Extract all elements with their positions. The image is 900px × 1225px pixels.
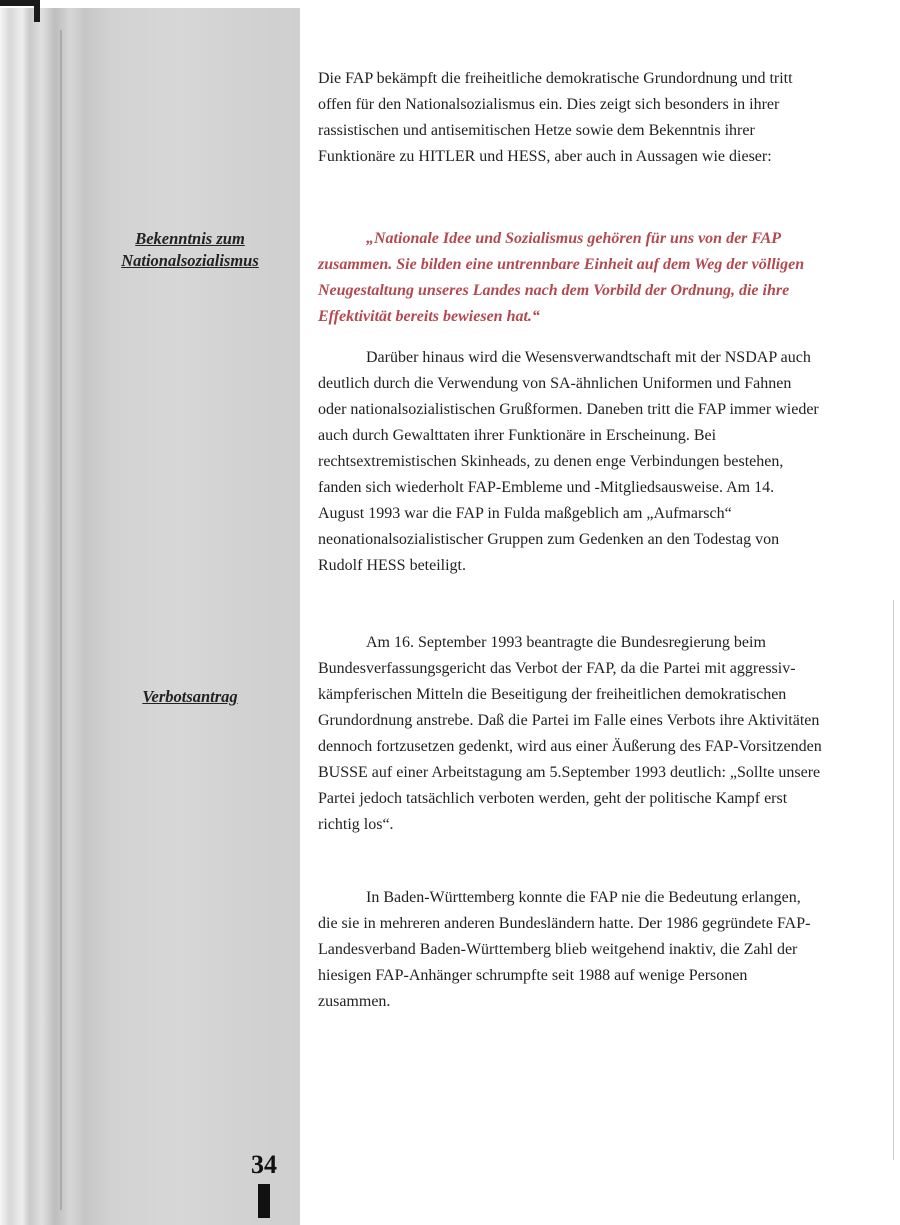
page-marker: [258, 1184, 270, 1218]
page-edge-line: [893, 600, 894, 1160]
paragraph-nsdap: Darüber hinaus wird die Wesensverwandtschaft mit der NSDAP auch deutlich durch die Verwendung von SA-ähnlichen Uniformen und Fahnen oder nationalsozialistischen Grußformen. Daneben tritt die FAP immer wieder auch durch Gewalttaten ihrer Funktionäre in Erscheinung. Bei rechtsextremistischen Skinheads, zu denen enge Verbindungen bestehen, fanden sich wiederholt FAP-Embleme und -Mitgliedsausweise. Am 14. August 1993 war die FAP in Fulda maßgeblich am „Aufmarsch“ neonationalsozialistischer Gruppen zum Gedenken an den Todestag von Rudolf HESS beteiligt.: [318, 349, 819, 574]
marginal-note-line: Nationalsozialismus: [121, 251, 259, 270]
page-number: 34: [251, 1150, 277, 1179]
paragraph-verbotsantrag: Am 16. September 1993 beantragte die Bundesregierung beim Bundesverfassungsgericht das Verbot der FAP, da die Partei mit aggressiv-kämpferischen Mitteln die Beseitigung der freiheitlichen demokratischen Grundordnung anstrebe. Daß die Partei im Falle eines Verbots ihre Aktivitäten dennoch fortzusetzen gedenkt, wird aus einer Äußerung des FAP-Vorsitzenden BUSSE auf einer Arbeitstagung am 5.September 1993 deutlich: „Sollte unsere Partei jedoch tatsächlich verboten werden, geht der politische Kampf erst richtig los“.: [318, 634, 822, 833]
marginal-note-line: Bekenntnis zum: [135, 229, 245, 248]
margin-column: [0, 8, 300, 1225]
binding-edge: [60, 30, 62, 1210]
corner-mark-vertical: [34, 0, 40, 22]
marginal-note-verbotsantrag: Verbotsantrag: [142, 687, 238, 706]
paragraph-baden-wuerttemberg: In Baden-Württemberg konnte die FAP nie die Bedeutung erlangen, die sie in mehreren anderen Bundesländern hatte. Der 1986 gegründete FAP-Landesverband Baden-Württemberg blieb weitgehend inaktiv, die Zahl der hiesigen FAP-Anhänger schrumpfte seit 1988 auf wenige Personen zusammen.: [318, 889, 811, 1010]
quote-block: „Nationale Idee und Sozialismus gehören für uns von der FAP zusammen. Sie bilden eine untrennbare Einheit auf dem Weg der völligen Neugestaltung unseres Landes nach dem Vorbild der Ordnung, die ihre Effektivität bereits bewiesen hat.“: [318, 230, 805, 325]
paragraph-intro: Die FAP bekämpft die freiheitliche demokratische Grundordnung und tritt offen für den Nationalsozialismus ein. Dies zeigt sich besonders in ihrer rassistischen und antisemitischen Hetze sowie dem Bekenntnis ihrer Funktionäre zu HITLER und HESS, aber auch in Aussagen wie dieser:: [318, 70, 793, 165]
marginal-note-bekenntnis: [100, 228, 280, 272]
